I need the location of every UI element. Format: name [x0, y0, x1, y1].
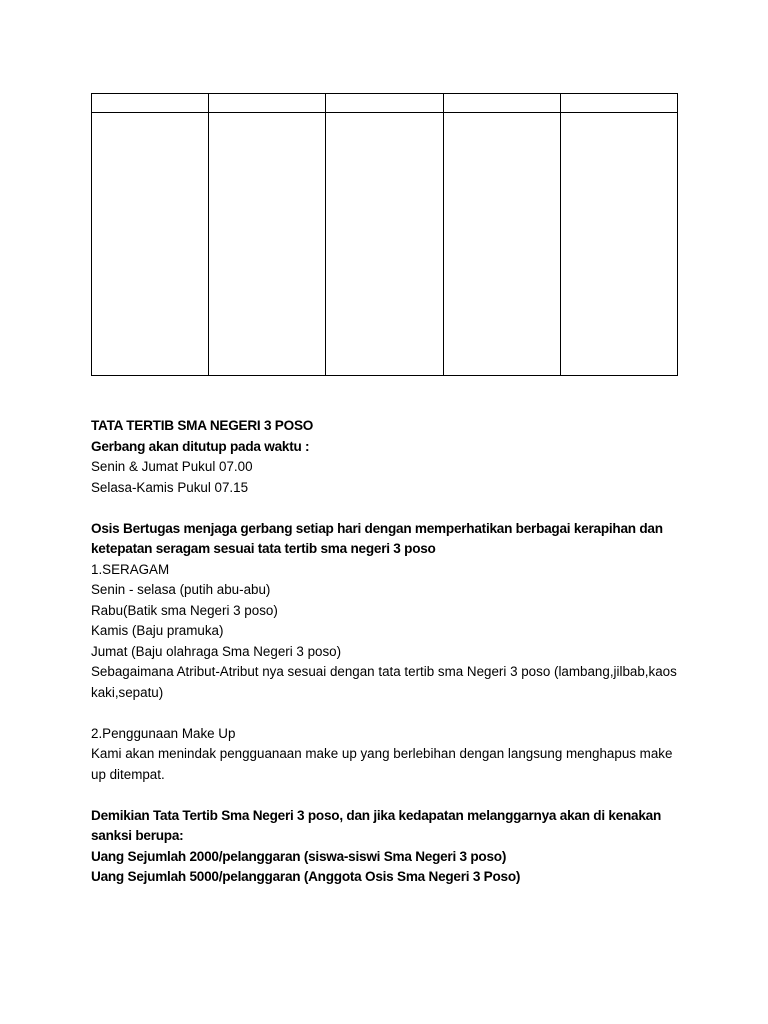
osis-duty-paragraph: Osis Bertugas menjaga gerbang setiap hari dengan memperhatikan berbagai kerapihan dan ketepatan seragam sesuai tata tertib sma negeri 3 poso — [91, 520, 663, 556]
makeup-heading: 2.Penggunaan Make Up — [91, 725, 236, 741]
table-cell — [443, 113, 560, 376]
table-header-cell — [326, 94, 443, 113]
spacer — [91, 785, 681, 806]
table-header-cell — [443, 94, 560, 113]
spacer — [91, 703, 681, 724]
uniform-attributes: Sebagaimana Atribut-Atribut nya sesuai dengan tata tertib sma Negeri 3 poso (lambang,jilbab,kaos kaki,sepatu) — [91, 664, 677, 700]
uniform-heading: 1.SERAGAM — [91, 561, 170, 577]
table-header-cell — [92, 94, 209, 113]
gate-heading: Gerbang akan ditutup pada waktu : — [91, 438, 310, 454]
makeup-text: Kami akan menindak pengguanaan make up yang berlebihan dengan langsung menghapus make up ditempat. — [91, 746, 673, 782]
uniform-item: Kamis (Baju pramuka) — [91, 623, 224, 638]
uniform-item: Jumat (Baju olahraga Sma Negeri 3 poso) — [91, 643, 342, 659]
sanctions-intro: Demikian Tata Tertib Sma Negeri 3 poso, dan jika kedapatan melanggarnya akan di kenakan sanksi berupa: — [91, 807, 662, 843]
uniform-item: Senin - selasa (putih abu-abu) — [91, 582, 271, 597]
document-title: TATA TERTIB SMA NEGERI 3 POSO — [91, 418, 314, 433]
uniform-item: Rabu(Batik sma Negeri 3 poso) — [91, 602, 278, 618]
table-cell — [92, 113, 209, 376]
table-header-cell — [560, 94, 677, 113]
empty-table — [91, 93, 678, 376]
gate-time: Selasa-Kamis Pukul 07.15 — [91, 479, 249, 495]
sanction-item: Uang Sejumlah 2000/pelanggaran (siswa-siswi Sma Negeri 3 poso) — [91, 848, 507, 864]
document-body — [91, 416, 681, 888]
table-cell — [560, 113, 677, 376]
table-cell — [326, 113, 443, 376]
sanction-item: Uang Sejumlah 5000/pelanggaran (Anggota Osis Sma Negeri 3 Poso) — [91, 869, 521, 884]
table-cell — [209, 113, 326, 376]
table-row — [92, 113, 678, 376]
table-header-row — [92, 94, 678, 113]
gate-time: Senin & Jumat Pukul 07.00 — [91, 459, 253, 474]
table-header-cell — [209, 94, 326, 113]
spacer — [91, 498, 681, 519]
